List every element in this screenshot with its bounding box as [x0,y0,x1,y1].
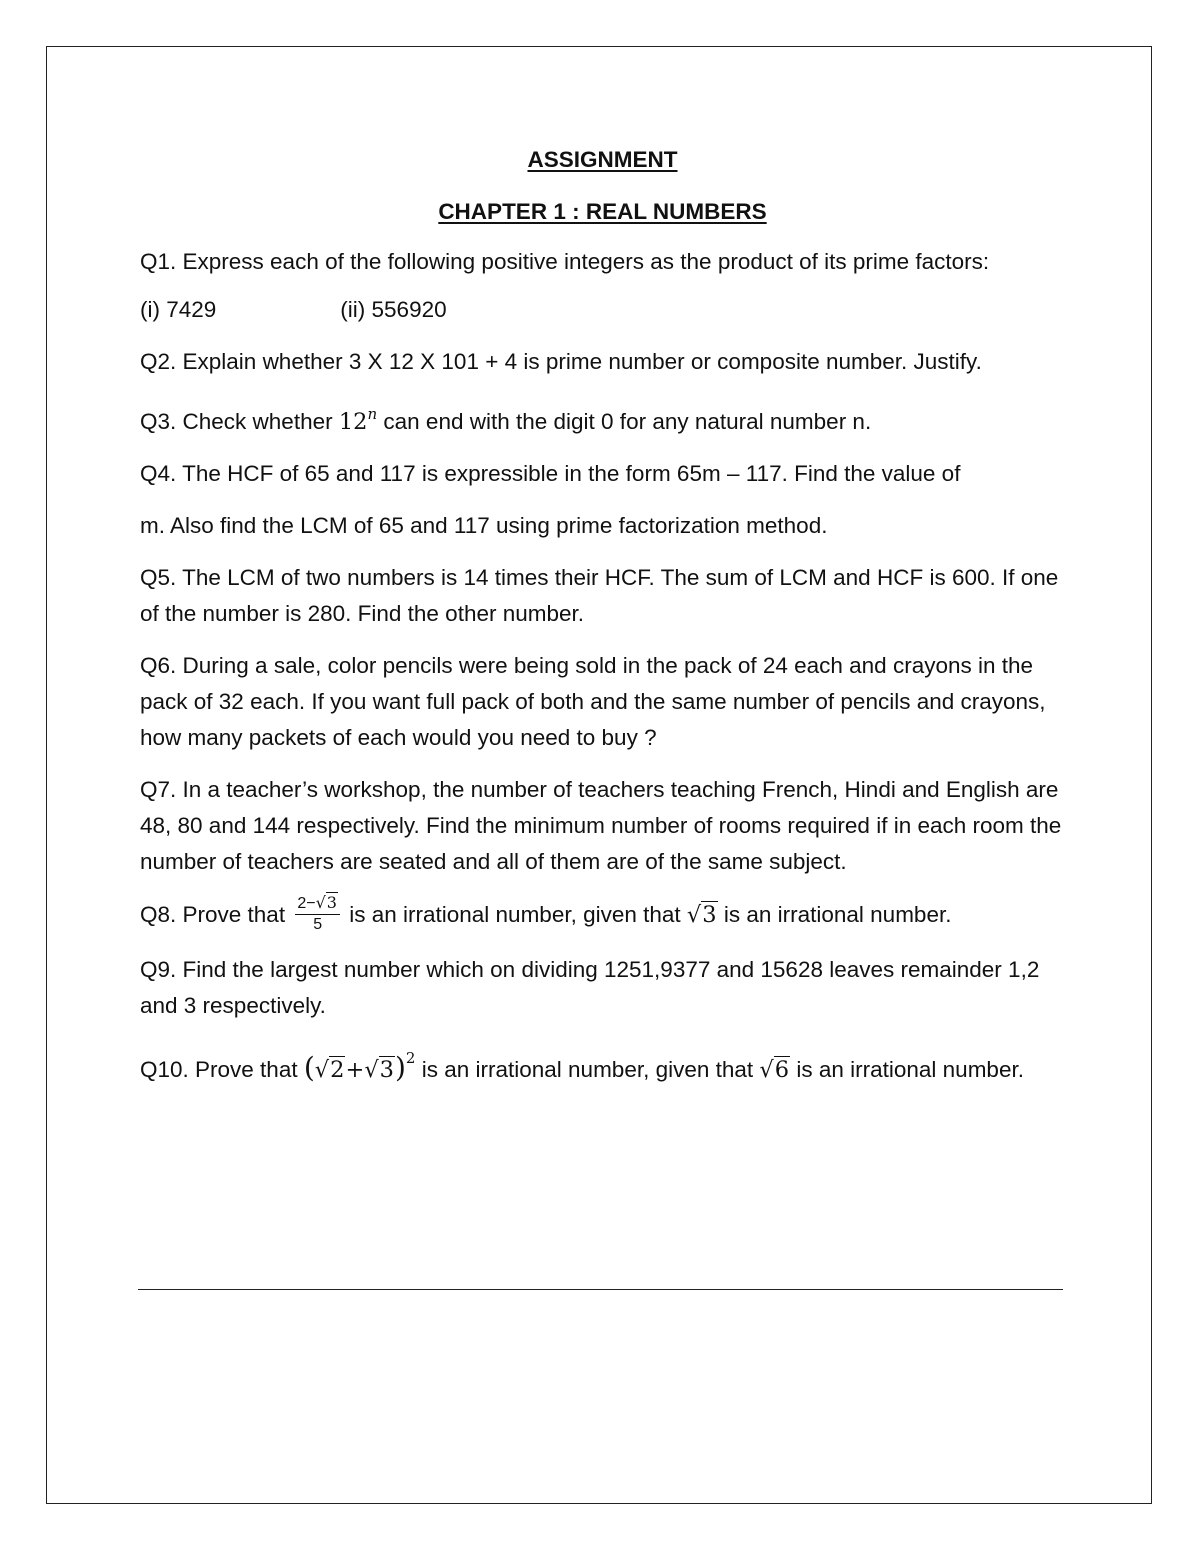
question-8-root: √3 [686,901,717,928]
question-8-fraction [295,894,340,934]
question-2: Q2. Explain whether 3 X 12 X 101 + 4 is prime number or composite number. Justify. [140,349,982,374]
question-1-parts [140,292,1065,328]
question-3 [140,396,1065,440]
fraction-numerator [295,894,340,915]
question-1-part-i: (i) 7429 [140,297,217,322]
question-1: Q1. Express each of the following positive integers as the product of its prime factors: [140,249,990,274]
question-10-radicand-c: 6 [774,1057,790,1083]
numerator-root: √3 [315,893,337,912]
question-9: Q9. Find the largest number which on dividing 1251,9377 and 15628 leaves remainder 1,2 and 3 respectively. [140,957,1040,1018]
numerator-radicand: 3 [326,893,337,912]
question-10-prefix: Q10. Prove that [140,1057,304,1082]
assignment-content [140,144,1065,1104]
question-3-suffix: can end with the digit 0 for any natural number n. [377,409,872,434]
question-4-line-2: m. Also find the LCM of 65 and 117 using prime factorization method. [140,513,828,538]
question-6: Q6. During a sale, color pencils were being sold in the pack of 24 each and crayons in the pack of 32 each. If you want full pack of both and the same number of pencils and crayons, how many packets of each would you need to buy ? [140,653,1046,750]
question-8-prefix: Q8. Prove that [140,901,292,927]
question-1-part-ii: (ii) 556920 [340,297,447,322]
question-10-radicand-a: 2 [330,1057,345,1083]
question-3-prefix: Q3. Check whether [140,409,339,434]
bottom-rule [138,1289,1063,1290]
question-10-root-b: √3 [364,1057,394,1083]
question-10-suffix: is an irrational number. [790,1057,1024,1082]
question-8-suffix: is an irrational number. [717,901,952,927]
question-10-middle: is an irrational number, given that [415,1057,760,1082]
question-10 [140,1040,1065,1088]
question-8-middle: is an irrational number, given that [342,901,687,927]
question-3-base: 12 [338,409,368,435]
question-4-line-1: Q4. The HCF of 65 and 117 is expressible in the form 65m – 117. Find the value of [140,461,961,486]
numerator-lead: 2− [297,895,316,912]
close-paren: ) [394,1051,406,1084]
document-title: ASSIGNMENT [527,147,678,172]
chapter-heading: CHAPTER 1 : REAL NUMBERS [438,199,767,224]
question-10-radicand-b: 3 [379,1057,394,1083]
fraction-denominator: 5 [313,916,323,933]
question-8 [140,893,1065,936]
question-5: Q5. The LCM of two numbers is 14 times their HCF. The sum of LCM and HCF is 600. If one of the number is 280. Find the other number. [140,565,1059,626]
question-3-exponent: n [367,405,378,423]
question-10-power: 2 [405,1049,416,1067]
question-10-root-c: √6 [759,1057,790,1083]
question-8-radicand: 3 [702,901,717,928]
question-10-root-a: √2 [314,1057,345,1083]
question-10-plus: + [345,1057,365,1083]
open-paren: ( [303,1051,315,1084]
question-7: Q7. In a teacher’s workshop, the number of teachers teaching French, Hindi and English are 48, 80 and 144 respectively. Find the minimum number of rooms required if in each room the number of teachers are seated and all of them are of the same subject. [140,777,1062,874]
